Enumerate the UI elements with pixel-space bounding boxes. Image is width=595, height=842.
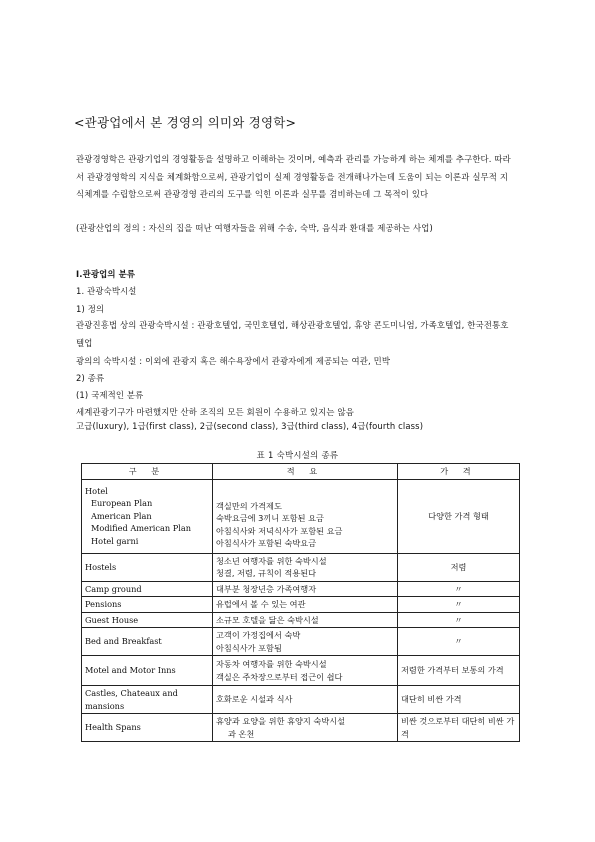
- hotel-plan-modified-american: Modified American Plan: [91, 523, 192, 534]
- desc-line: 유럽에서 볼 수 있는 여관: [216, 599, 306, 609]
- lodging-type-name: Guest House: [82, 612, 213, 628]
- header-price: 가 격: [398, 464, 520, 480]
- desc-line: 과 온천: [228, 728, 255, 739]
- desc-line: 청소년 여행자를 위한 숙박시설: [216, 555, 327, 566]
- hotel-name: Hotel: [85, 485, 108, 496]
- desc-line: 청결, 저렴, 규칙이 적용된다: [216, 568, 317, 578]
- lodging-type-desc: [213, 612, 398, 628]
- hotel-plan-garni: Hotel garni: [91, 535, 139, 546]
- hotel-plan-american: American Plan: [91, 510, 152, 521]
- lodging-type-price: 대단히 비싼 가격: [398, 686, 520, 714]
- hotel-desc-line: 객실만의 가격제도: [216, 500, 282, 511]
- lodging-type-name: Pensions: [82, 597, 213, 613]
- lodging-type-desc: [213, 714, 398, 742]
- subsection-types: 2) 종류: [76, 373, 105, 383]
- table-header-row: [82, 464, 520, 480]
- subsection-definition: 1) 정의: [76, 304, 105, 314]
- definition-paragraph: (관광산업의 정의 : 자신의 집을 떠난 여행자들을 위해 수송, 숙박, 음식과 환대를 제공하는 사업): [76, 223, 433, 233]
- desc-line: 고객이 가정집에서 숙박: [216, 630, 301, 640]
- international-classification-heading: (1) 국제적인 분류: [76, 390, 144, 400]
- desc-line: 객실은 주차장으로부터 접근이 쉽다: [216, 671, 343, 682]
- international-classification-text: 세계관광기구가 마련했지만 산하 조직의 모든 회원이 수용하고 있지는 않음: [76, 407, 354, 417]
- lodging-type-price: 〃: [398, 628, 520, 656]
- hotel-plan-european: European Plan: [91, 498, 153, 509]
- table-row: [82, 686, 520, 714]
- desc-line: 자동차 여행자를 위한 숙박시설: [216, 659, 327, 669]
- table-row: [82, 597, 520, 613]
- lodging-type-price: 비싼 것으로부터 대단히 비싼 가격: [398, 714, 520, 742]
- table-row: [82, 628, 520, 656]
- lodging-type-desc: [213, 553, 398, 581]
- lodging-type-name: Camp ground: [82, 581, 213, 597]
- header-description: 적 요: [213, 464, 398, 480]
- hotel-desc-line: 아침식사와 저녁식사가 포함된 요금: [216, 525, 343, 536]
- lodging-type-name: Bed and Breakfast: [82, 628, 213, 656]
- table-row: [82, 656, 520, 686]
- desc-line: 휴양과 요양을 위한 휴양지 숙박시설: [216, 716, 346, 726]
- hotel-name-cell: [82, 479, 213, 553]
- intro-paragraph: 관광경영학은 관광기업의 경영활동을 설명하고 이해하는 것이며, 예측과 관리를 가능하게 하는 체계를 추구한다. 따라서 관광경영학의 지식을 체계화함으로써, 관광기업이 실제 경영활동을 전개해나가는데 도움이 되는 이론과 실무적 지식체계를 수립함으로써 관광경영 관리의 도구를 익힌 이론과 실무를 겸비하는데 그 목적이 있다: [76, 154, 511, 199]
- lodging-type-name: Health Spans: [82, 714, 213, 742]
- table-row: [82, 714, 520, 742]
- lodging-type-desc: [213, 686, 398, 714]
- lodging-type-price: 〃: [398, 597, 520, 613]
- table-row: [82, 612, 520, 628]
- lodging-type-price: 저렴: [398, 553, 520, 581]
- hotel-desc-line: 아침식사가 포함된 숙박요금: [216, 538, 317, 548]
- lodging-type-desc: [213, 656, 398, 686]
- lodging-type-price: 〃: [398, 612, 520, 628]
- desc-line: 아침식사가 포함됨: [216, 642, 282, 653]
- lodging-type-desc: [213, 581, 398, 597]
- table-row-hotel: [82, 479, 520, 553]
- lodging-type-price: 저렴한 가격부터 보통의 가격: [398, 656, 520, 686]
- desc-line: 대부분 청장년층 가족여행자: [216, 583, 317, 594]
- lodging-type-price: 〃: [398, 581, 520, 597]
- lodging-type-name: Hostels: [82, 553, 213, 581]
- lodging-type-name: Castles, Chateaux and mansions: [82, 686, 213, 714]
- hotel-desc-cell: [213, 479, 398, 553]
- broad-definition-line: 광의의 숙박시설 : 이외에 관광지 혹은 해수욕장에서 관광자에게 제공되는 여관, 민박: [76, 356, 391, 366]
- section-heading: Ⅰ.관광업의 분류: [76, 269, 136, 279]
- desc-line: 소규모 호텔을 닮은 숙박시설: [216, 614, 319, 625]
- desc-line: 호화로운 시설과 식사: [216, 694, 293, 705]
- grade-line: 고급(luxury), 1급(first class), 2급(second class), 3급(third class), 4급(fourth class): [76, 421, 424, 431]
- table-row: [82, 553, 520, 581]
- law-definition-line: 관광진흥법 상의 관광숙박시설 : 관광호텔업, 국민호텔업, 해상관광호텔업, 휴양 콘도미니엄, 가족호텔업, 한국전통호텔업: [76, 320, 509, 348]
- lodging-types-table: [81, 463, 520, 742]
- table-row: [82, 581, 520, 597]
- table-body-rows: [82, 553, 520, 742]
- lodging-type-desc: [213, 628, 398, 656]
- page-title: <관광업에서 본 경영의 의미와 경영학>: [74, 115, 297, 130]
- lodging-type-name: Motel and Motor Inns: [82, 656, 213, 686]
- subsection-heading-lodging: 1. 관광숙박시설: [76, 286, 137, 296]
- hotel-desc-line: 숙박요금에 3끼니 포함된 요금: [216, 513, 324, 523]
- table-caption: 표 1 숙박시설의 종류: [256, 450, 339, 460]
- header-category: 구 분: [82, 464, 213, 480]
- lodging-type-desc: [213, 597, 398, 613]
- hotel-price-cell: 다양한 가격 형태: [398, 479, 520, 553]
